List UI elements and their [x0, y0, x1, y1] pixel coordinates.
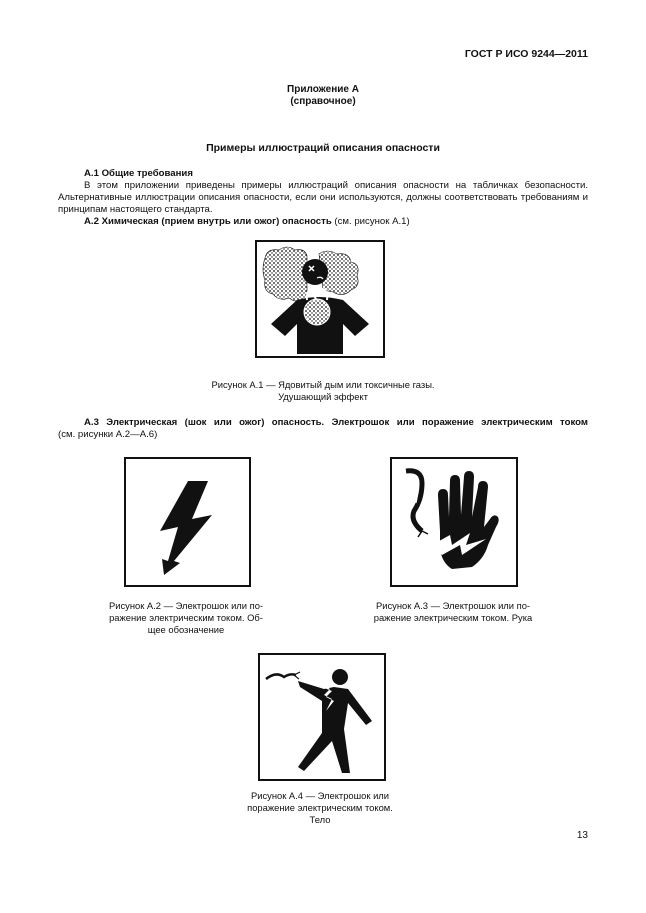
figure-a2	[124, 457, 251, 587]
a1-heading: А.1 Общие требования	[84, 168, 193, 179]
a2-heading: А.2 Химическая (прием внутрь или ожог) опасность	[84, 216, 332, 227]
a3-section	[58, 417, 588, 441]
a2-line	[58, 216, 588, 228]
lightning-bolt-icon	[126, 459, 249, 585]
a3-ref: (см. рисунки А.2—А.6)	[58, 429, 158, 440]
figure-a4-caption-line2: поражение электрическим током.	[247, 802, 393, 813]
body-shock-icon	[260, 655, 384, 779]
figure-a1	[255, 240, 385, 358]
figure-a4	[258, 653, 386, 781]
a1-text: В этом приложении приведены примеры иллюстраций описания опасности на табличках безопасности. Альтернативные иллюстрации описания опасности, если они используются, должны соответствовать требованиям и принципам настоящего стандарта.	[58, 180, 588, 215]
section-title: Примеры иллюстраций описания опасности	[206, 142, 440, 154]
figure-a2-caption-line1: Рисунок А.2 — Электрошок или по-	[108, 600, 264, 611]
figure-a4-caption	[215, 790, 425, 826]
a3-heading: А.3 Электрическая (шок или ожог) опасность. Электрошок или поражение электрическим током	[84, 417, 588, 428]
figure-a4-caption-line3: Тело	[309, 814, 331, 825]
document-header: ГОСТ Р ИСО 9244—2011	[464, 48, 588, 60]
figure-a3-caption-line2: ражение электрическим током. Рука	[373, 612, 533, 623]
figure-a1-caption-line2: Удушающий эффект	[278, 391, 368, 402]
appendix-title: Приложение А	[287, 84, 359, 95]
figure-a2-caption-line3: щее обозначение	[147, 624, 225, 635]
toxic-fumes-icon	[257, 242, 383, 356]
figure-a1-caption	[163, 379, 483, 403]
figure-a1-caption-line1: Рисунок А.1 — Ядовитый дым или токсичные газы.	[211, 379, 435, 390]
a1-section	[58, 168, 588, 228]
figure-a3-caption	[364, 600, 542, 624]
figure-a4-caption-line1: Рисунок А.4 — Электрошок или	[250, 790, 390, 801]
figure-a2-caption-line2: ражение электрическим током. Об-	[109, 612, 263, 623]
hand-shock-icon	[392, 459, 516, 585]
page-number: 13	[576, 830, 588, 841]
a2-ref: (см. рисунок А.1)	[331, 216, 410, 227]
figure-a2-caption	[98, 600, 274, 636]
figure-a3	[390, 457, 518, 587]
appendix-subtitle: (справочное)	[290, 96, 356, 107]
figure-a3-caption-line1: Рисунок А.3 — Электрошок или по-	[375, 600, 531, 611]
